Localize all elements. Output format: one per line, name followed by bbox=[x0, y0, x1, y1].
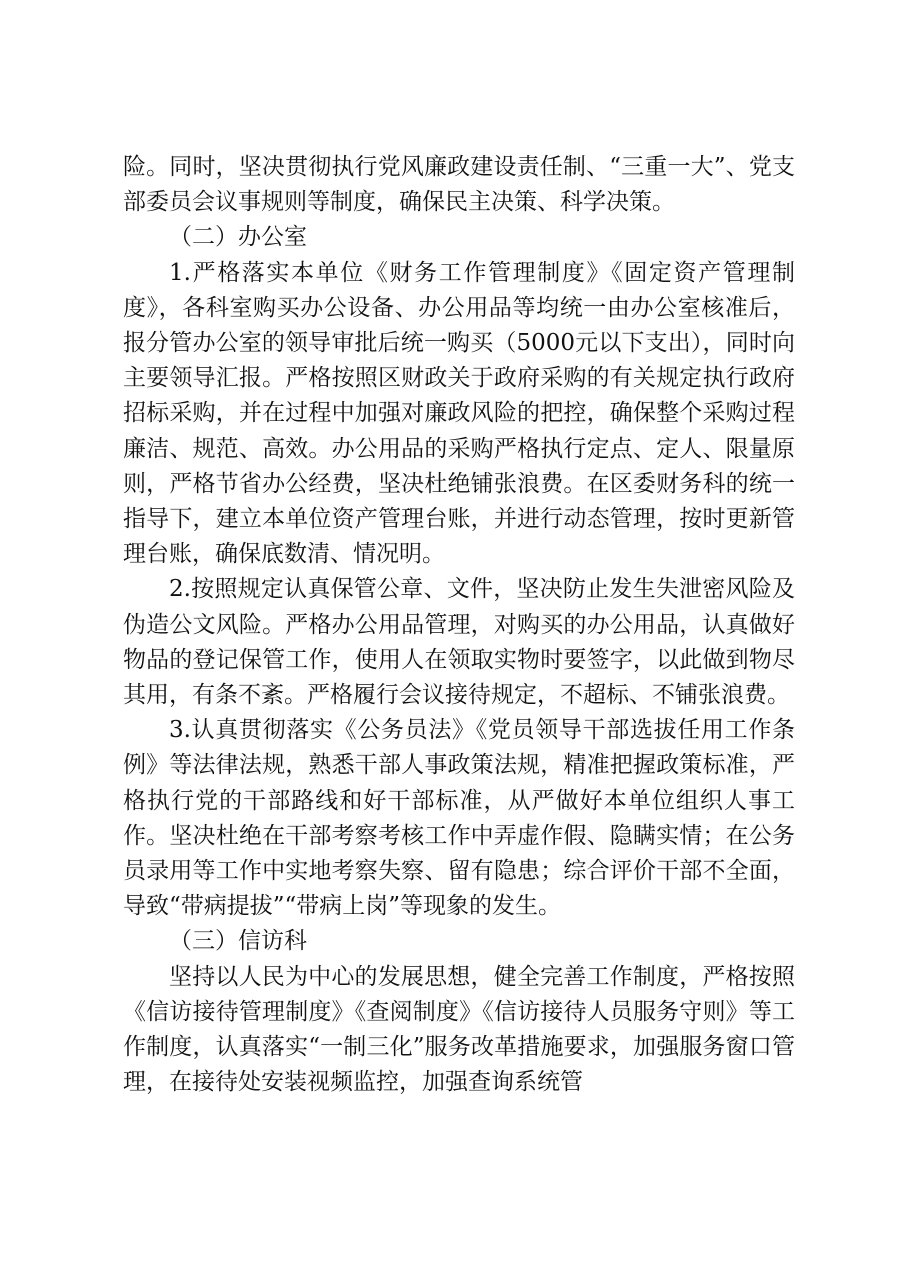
paragraph-continued: 险。同时，坚决贯彻执行党风廉政建设责任制、“三重一大”、党支部委员会议事规则等制度，确保民主决策、科学决策。 bbox=[123, 154, 795, 216]
section-heading-office: （二）办公室 bbox=[169, 224, 307, 251]
document-body bbox=[123, 150, 795, 1100]
section-heading-petition: （三）信访科 bbox=[169, 928, 307, 955]
paragraph-office-3: 3.认真贯彻落实《公务员法》《党员领导干部选拔任用工作条例》等法律法规，熟悉干部人事政策法规，精准把握政策标准，严格执行党的干部路线和好干部标准，从严做好本单位组织人事工作。坚决杜绝在干部考察考核工作中弄虚作假、隐瞒实情；在公务员录用等工作中实地考察失察、留有隐患；综合评价干部不全面，导致“带病提拔”“带病上岗”等现象的发生。 bbox=[123, 717, 795, 920]
paragraph-office-2: 2.按照规定认真保管公章、文件，坚决防止发生失泄密风险及伪造公文风险。严格办公用品管理，对购买的办公用品，认真做好物品的登记保管工作，使用人在领取实物时要签字，以此做到物尽其用，有条不紊。严格履行会议接待规定，不超标、不铺张浪费。 bbox=[123, 576, 795, 709]
paragraph-office-1: 1.严格落实本单位《财务工作管理制度》《固定资产管理制度》，各科室购买办公设备、办公用品等均统一由办公室核准后，报分管办公室的领导审批后统一购买（5000元以下支出），同时向主要领导汇报。严格按照区财政关于政府采购的有关规定执行政府招标采购，并在过程中加强对廉政风险的把控，确保整个采购过程廉洁、规范、高效。办公用品的采购严格执行定点、定人、限量原则，严格节省办公经费，坚决杜绝铺张浪费。在区委财务科的统一指导下，建立本单位资产管理台账，并进行动态管理，按时更新管理台账，确保底数清、情况明。 bbox=[123, 259, 795, 568]
paragraph-petition-1: 坚持以人民为中心的发展思想，健全完善工作制度，严格按照《信访接待管理制度》《查阅制度》《信访接待人员服务守则》等工作制度，认真落实“一制三化”服务改革措施要求，加强服务窗口管理，在接待处安装视频监控，加强查询系统管 bbox=[123, 963, 795, 1096]
